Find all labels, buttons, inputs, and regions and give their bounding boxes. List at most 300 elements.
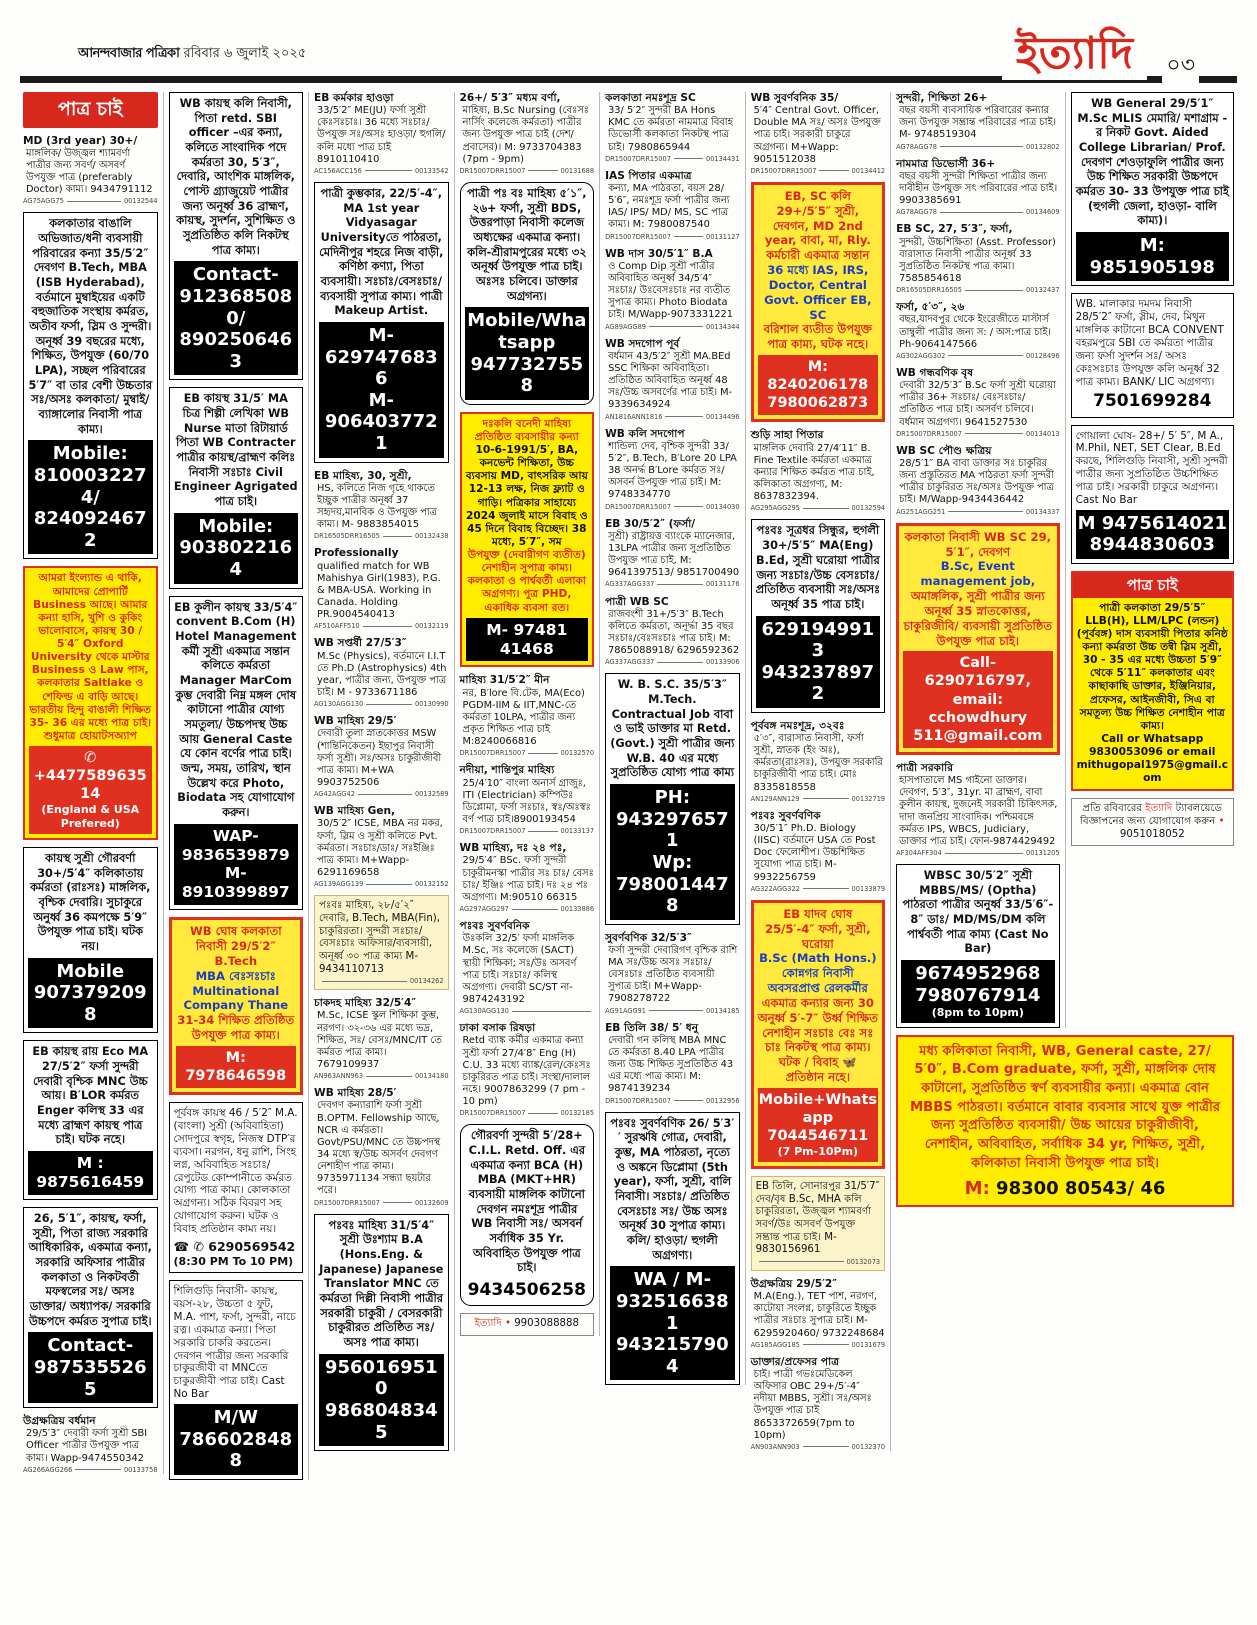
ad-code-left: DR16505DRR16505	[314, 532, 380, 541]
ad-body: দেবারী গন কলিস্থ MBA MNC তে কর্মরতা 8.40 LPA পাত্রীর জন্য উচ্চ শিক্ষিত সুপ্রতিষ্ঠিত 43 এর মধ্যে পাত্র কাম্য। M: 9874139234	[608, 1034, 734, 1095]
ad-code-right: 00133758	[123, 1465, 158, 1474]
ad-body: পাত্রী কুম্ভকার, 22/5′-4″, MA 1st year Vidyasagar Universityতে পাঠরতা, মেদিনীপুর শহরে নিজ বাড়ী, কণিষ্ঠা কণ্যা, পিতা ব্যবসায়ী। সঃচাঃ/বেসঃচাঃ/ ব্যবসায়ী সুপাত্র কাম্য। পাত্রী Makeup Artist.	[319, 187, 444, 318]
ad-eb-tili-38	[605, 1022, 740, 1105]
ad-body: qualified match for WB Mahishya Girl(1983), P.G. & MBA-USA. Working in Canada. Holding PR.9004540413	[317, 560, 441, 621]
ad-body: EB তিলি, সোনারপুর 31/5′7″ দেব/বৃষ B.Sc, MHA কলি চাকুরিরতা, উজ্জ্বল শ্যামবর্ণা সবর্ণ/উঃ অসবর্ণ উপযুক্ত সম্ভ্রান্ত পাত্র চাই। M-9830156961	[755, 1180, 880, 1256]
phone-line: M- 97481 41468	[486, 620, 568, 658]
ad-title: EB তিলি 38/ 5′ ধনু	[605, 1021, 699, 1034]
patro-chai-subheader: পাত্র চাই	[1073, 573, 1232, 598]
phone-line: M:	[1139, 235, 1165, 257]
ad-body: 30/5′1″ Ph.D. Biology (IISC) বর্তমানে USA তে Post Doc ফেলোশীপ। উচ্চশিক্ষিত সুযোগ্য পাত্র চাই। M- 9932256759	[753, 823, 876, 883]
ad-phone-block	[1076, 391, 1229, 412]
ad-code-left: DR15007DRR15007	[605, 1096, 671, 1105]
ad-reference-code	[605, 1007, 740, 1015]
ad-body: WB কায়স্থ কলি নিবাসী, পিতা retd. SBI officer –এর কন্যা, কলিতে সাংবাদিক পদে কর্মরতা 30, 5′3″, দেবারি, আংশিক মাঙ্গলিক, পোস্ট গ্র্যাজুয়েট পাত্রীর জন্য অনূর্ধ্ব 36 ব্রাহ্মণ, কায়স্থ, সুদর্শন, সুশিক্ষিত ও সুপ্রতিষ্ঠিত কলি নিকটস্থ পাত্র কাম্য।	[176, 97, 296, 257]
ad-text-segment: ইত্যাদি	[474, 1318, 505, 1330]
ad-code-right: 00132609	[414, 1198, 449, 1207]
ad-title: WB SC পৌণ্ড ক্ষত্রিয়	[896, 444, 992, 457]
ad-title: পাত্রী WB SC	[605, 595, 669, 608]
ad-reference-code	[896, 143, 1059, 151]
ad-dokoli-bonedi-mahishya	[460, 412, 595, 668]
ad-title: সুবর্ণবণিক 32/5′3″	[605, 931, 692, 944]
code-divider	[657, 662, 703, 663]
ad-wb-saptarshi-phd	[314, 637, 449, 708]
ad-body	[758, 907, 879, 1085]
phone-line: Mobile	[56, 960, 125, 982]
ad-body	[466, 418, 589, 615]
ad-reference-code	[460, 167, 595, 175]
phone-line: (8:30 PM To 10 PM)	[173, 1254, 294, 1268]
ad-goyala-ghosh-siliguri	[1071, 425, 1234, 565]
ad-reference-code	[314, 880, 449, 888]
ad-code-left: DR15007DRR15007	[896, 429, 962, 438]
ad-reference-code	[460, 749, 595, 757]
phone-line: 9038022164	[179, 537, 293, 580]
ad-body: সুন্দরী, উচ্চশিক্ষিতা (Asst. Professor) বারাসাত নিবাসী পাত্রীর অনূর্ধ্ব 33 সুপ্রতিষ্ঠিত নিকটস্থ পাত্র কাম্য। 7585854618	[899, 236, 1056, 284]
ad-title: WB মাহিষ্য, দঃ ২৪ পঃ,	[459, 842, 567, 855]
ad-text-segment: কলকাতা নিবাসী WB SC 29, 5′1″, দেবগণ	[904, 529, 1052, 559]
ad-wbsc-mtech-contractual	[605, 673, 740, 924]
ad-text-segment: উপযুক্ত (দেবারীগণ ব্যতীত) নেশাহীন সুপাত্র কাম্য। কলকাতা ও পার্শ্ববর্তী এলাকা অগ্রগণ্য। পুত্র PHD, একাধিক ব্যবসা রত।	[467, 549, 586, 614]
phone-line: (8pm to 10pm)	[931, 1006, 1024, 1020]
code-divider	[819, 170, 848, 171]
section-header-patro-chai: পাত্র চাই	[23, 92, 158, 128]
ad-madhya-kolikata-banner	[896, 1035, 1234, 1207]
ad-eb-mahishya-30	[314, 470, 449, 541]
ad-text-segment: প্রতি রবিবারের	[1082, 803, 1146, 815]
phone-line: M/W 7866028488	[179, 1407, 293, 1472]
ad-reference-code	[314, 790, 449, 798]
ad-title: WB মাহিষ্য 29/5′	[314, 715, 397, 728]
code-divider	[366, 884, 412, 885]
ad-reference-code	[605, 1097, 740, 1105]
phone-line: 9868048345	[324, 1400, 438, 1443]
ad-phone-block	[1076, 232, 1229, 281]
code-divider	[803, 798, 849, 799]
ad-text-segment: অমাঙ্গলিক, সুশ্রী পাত্রীর জন্য অনূর্ধ্ব 35 স্নাতকোত্তর, চাকুরিজীবি/ ব্যবসায়ী সুপ্রতিষ্ঠিত উপযুক্ত পাত্র চাই।	[903, 589, 1053, 648]
column-5	[600, 92, 746, 1385]
ad-wb-das-30	[605, 248, 740, 331]
ad-patri-sarkari-gyno	[896, 762, 1059, 857]
code-divider	[674, 158, 703, 159]
ad-title: WB দাস 30/5′1″ B.A	[605, 247, 713, 260]
phone-line: cchowdhury	[928, 709, 1028, 726]
code-divider	[512, 909, 558, 910]
ad-title: শুড়ি সাহা পিতার	[750, 429, 824, 442]
ad-body: উঃকলি 32/5′ ফর্সা মাঙ্গলিক M.Sc, সঃ কলেজে (SACT) স্থায়ী শিক্ষিকা; সঃ/উঃ অসবর্ণ পাত্র চাই। সঃচাঃ/ কলিস্থ অগ্রগণ্য। দেবারী SC/ST না- 9874243192	[462, 933, 577, 1005]
ad-code-right: 00133906	[706, 658, 740, 667]
code-divider	[965, 433, 1023, 434]
ad-phone-block	[28, 1332, 153, 1403]
ad-reference-code	[460, 1109, 595, 1117]
ad-text-segment: •	[504, 1318, 515, 1330]
ad-text-segment: আমরা ইংল্যান্ড এ থাকি, আমাদের প্রোপার্টি Business আছে। আমার কন্যা হাসি, খুশি ও কুকিং ভালোবাসে, কায়স্থ 30 / 5′4″ Oxford University থেকে মাস্টার Business ও Law পাস, কলকাতার Saltlake ও শেফিল্ড এ বাড়ি আছে। ভারতীয় হিন্দু বাঙালী শিক্ষিত 35- 36 এর মধ্যে পাত্র চাই। শুধুমাত্র হোয়াটসঅ্যাপ	[29, 572, 152, 742]
code-divider	[674, 236, 703, 237]
ad-dhaka-basak-rishra	[460, 1022, 595, 1117]
ad-code-right: 00133137	[560, 827, 595, 836]
ad-code-left: DR15007DRR15007	[459, 749, 526, 758]
ad-body	[465, 1318, 590, 1331]
ad-code-left: AN1816ANN1816	[605, 412, 663, 421]
ad-reference-code	[460, 905, 595, 913]
ad-title: চাকদহ মাহিষ্য 32/5′4″	[314, 997, 417, 1010]
ad-code-right: 00134344	[706, 322, 740, 331]
ad-body: মাহিষ্য, B.Sc Nursing (বেঃসঃ নার্সিং কলেজে কর্মরতা) পাত্রীর জন্য উপযুক্ত পাত্র চাই (দেশ/ প্রবাসের)। M: 9733704383 (7pm - 9pm)	[462, 105, 589, 165]
ad-text-segment: Call or Whatsapp 9830053096 or email mithugopal1975@gmail.com	[1076, 732, 1229, 785]
ad-title: IAS পিতার একমাত্র	[605, 169, 692, 182]
ad-phone-block	[1076, 510, 1229, 559]
phone-line: M 9475614021	[1077, 512, 1228, 534]
section-logo: ইত্যাদি	[1002, 28, 1147, 80]
ad-title: MD (3rd year) 30+/	[23, 134, 138, 147]
ad-body: পঃবঃ সূত্রধর সিন্ধুর, হুগলী 30+/5′5″ MA(Eng) B.Ed, সুশ্রী ঘরোয়া পাত্রীর জন্য সঃচাঃ/উচ্চ বেসঃচাঃ/ প্রতিষ্ঠিত ব্যবসায়ী সঃ/অসঃ অনূর্ধ্ব 35 পাত্র চাই।	[755, 524, 881, 611]
ad-code-right: 00132437	[1026, 286, 1060, 295]
ad-purbobongo-kayastha-dtp	[169, 1102, 304, 1273]
ad-body: M.Sc, ICSE স্কুল শিক্ষিকা কুম্ভ, নরগণ। ৩২-৩৬ এর মধ্যে ভদ্র, শিক্ষিত, সঃ/ বেসঃ/MNC/IT তে কর্মরত পাত্র কাম্য। 7679109937	[317, 1010, 442, 1071]
phone-line: (England & USA Prefered)	[41, 803, 140, 831]
ad-reference-code	[751, 1443, 886, 1451]
ad-body: সুশ্রী) রাষ্ট্রায়ত্ত ব্যাংকে ম্যানেজার, 13LPA পাত্রীর জন্য সুপ্রতিষ্ঠিত উপযুক্ত পাত্র চাই, M: 9641397513/ 9851700490	[608, 530, 740, 579]
ad-body: নর, B′lore বি.টেক, MA(Eco) PGDM-IIM & IIT,MNC-তে কর্মরতা 10LPA, পাত্রীর জন্য প্রকৃত শিক্ষিত পাত্র চাই M:8240066816	[462, 687, 585, 748]
ad-title: WB কলি সদগোপ	[605, 427, 685, 440]
code-divider	[322, 981, 407, 982]
code-divider	[940, 212, 1023, 213]
ad-body: ও Comp Dip সুশ্রী পাত্রীর অবিবাহিত অনূর্ধ্ব 34/5′4″ সঃচাঃ/ উঃবেসঃচাঃ নর ব্যতীত সুপাত্র কাম্য। Photo Biodata চাই। M/Wapp-9073331221	[608, 260, 734, 321]
ad-phone-block	[28, 958, 153, 1029]
phone-line: 6290716797,	[924, 673, 1032, 690]
ad-code-right: 00134262	[409, 977, 444, 986]
ad-code-left: AG89AGG89	[605, 322, 646, 331]
ad-code-left: AG337AGG337	[605, 658, 655, 667]
ad-phone-block	[176, 1046, 297, 1088]
code-divider	[803, 888, 849, 889]
phone-line: 8902506463	[179, 329, 293, 372]
ad-title: WB মাহিষ্য Gen,	[314, 805, 396, 818]
ad-wbsc-mbbs-optha	[896, 864, 1059, 1027]
masthead	[0, 0, 1257, 84]
ad-body: পঃবঃ সুবর্ণবণিক 26/ 5′3′′ সুরঋষি গোত্র, দেবারী, কুম্ভ, MA পাঠরতা, নৃত্যে ও অঙ্কনে ডিপ্লোমা (5th year), ফর্সা, সুশ্রী, বালি নিবাসী। সঃচাঃ/ প্রতিষ্ঠিত বেসঃচাঃ সঃ/ উচ্চ অসঃ অনূর্ধ্ব 30 সুপাত্র কাম্য। কলি/ হাওড়া/ হুগলী অগ্রগণ্য।	[610, 1116, 735, 1262]
code-divider	[803, 1344, 849, 1345]
ad-eb-tili-sonarpur	[751, 1176, 886, 1271]
ad-title: ঢাকা বসাক রিষড়া	[459, 1022, 536, 1035]
ad-reference-code	[605, 658, 740, 666]
ad-title: কলকাতা নমঃশূদ্র SC	[605, 92, 696, 104]
ad-text-segment: •	[1218, 816, 1225, 828]
ad-title: ডাক্তার/প্রফেসর পাত্র	[750, 1355, 839, 1368]
ad-pb-mahishya-btech	[314, 895, 449, 990]
phone-line: M:	[225, 1049, 246, 1066]
ad-reference-code	[314, 700, 449, 708]
ad-kayastha-gourborna	[23, 847, 158, 1033]
ad-pb-subarnabanik-phd-usa	[751, 810, 886, 893]
ad-code-left: AG185AGG185	[750, 1340, 800, 1349]
right-columns	[891, 92, 1239, 1028]
ad-title: WB সপ্তর্ষী 27/5′3″	[314, 637, 407, 650]
ad-code-right: 00131688	[560, 166, 595, 175]
phone-line: M : 9875616459	[36, 1154, 145, 1192]
ad-body: দেবারী তুলা স্নাতকোত্তর MSW (শান্তিনিকেতন) ইছাপুর নিবাসী ফর্সা সুশ্রী। সঃ/অসঃ চাকুরীজীবী পাত্র কাম্য। M+WA 9903752506	[317, 728, 442, 789]
ad-code-right: 00132119	[414, 622, 449, 631]
phone-line: Contact-	[192, 264, 279, 286]
column-8	[1066, 92, 1239, 846]
ad-phone-block	[29, 746, 152, 834]
ad-title: WB মাহিষ্য 28/5′	[314, 1087, 397, 1100]
phone-line: 7044546711	[767, 1128, 869, 1145]
ad-wb-koli-sadgope	[605, 428, 740, 511]
issue-date: রবিবার ৬ জুলাই ২০২৫	[183, 46, 307, 61]
ad-code-left: AN963ANN963	[314, 1072, 364, 1081]
ad-reference-code	[314, 1199, 449, 1207]
ad-reference-code	[460, 1007, 595, 1015]
ad-code-left: AG91AGG91	[605, 1006, 646, 1015]
ad-body: পূর্ববঙ্গ কায়স্থ 46 / 5′2″ M.A.(বাংলা) সুশ্রী (অবিবাহিতা) সোদপুরে স্বগৃহ, নিজস্ব DTP′র ব্যবসা। নরগন, ধনু রাশি, সিংহ লগ্ন, অবিবাহিত সঃচাঃ/ রেপুটেড কোম্পানীতে কর্মরত যোগ্য পাত্র কাম্য। কোলকাতা অগ্রগন্য। সঠিক বিবরণ সহ যোগাযোগ করুন। ঘটক ও বিবাহ প্রতিষ্ঠান কাম্য নয়।	[173, 1107, 298, 1236]
ad-code-right: 00130990	[414, 700, 449, 709]
ad-code-right: 00132594	[851, 504, 886, 513]
ad-body: দেবগণ কন্যারাশি ফর্সা সুশ্রী B.OPTM. Fellowship আছে, NCR এ কর্মরতা। Govt/PSU/MNC তে উচ্চপদস্থ 34 মধ্যে স্ব/উচ্চ অসর্বণ দেবগণ নেশাহীণ পাত্র কাম্য। 9735971134 সন্ধ্যা ছয়টার পরে।	[317, 1100, 441, 1197]
phone-line: 8240924672	[33, 508, 147, 551]
ad-reference-code	[605, 155, 740, 163]
ad-code-left: AG78AGG78	[896, 208, 937, 217]
ad-reference-code	[896, 286, 1059, 294]
code-divider	[674, 1100, 703, 1101]
ad-reference-code	[314, 622, 449, 630]
ad-text-segment: EB, SC কলি 29+/5′5″ সুশ্রী, দেবগন, MD 2nd year, বাবা, মা, Rly. কর্মচারী একমাত্র সন্তান	[764, 189, 871, 263]
code-divider	[383, 536, 412, 537]
ad-code-left: AG295AGG295	[750, 504, 800, 513]
column-1	[18, 92, 164, 1474]
ad-code-left: DR15007DRR15007	[750, 166, 817, 175]
ad-wb-sadgope-purbo	[605, 338, 740, 421]
phone-line: (7 Pm-10Pm)	[777, 1145, 859, 1159]
classifieds-grid	[0, 84, 1257, 1480]
code-divider	[649, 326, 703, 327]
ad-body: EB কুলীন কায়স্থ 33/5′4″ convent B.Com (H) Hotel Management কর্মী সুশ্রী একমাত্র সন্তান কলিতে কর্মরতা Manager MarCom কুম্ভ দেবারী নিম্ন মঙ্গল দোষ কাটানো পাত্রীর যোগ্য সমতুল্য/ উচ্চপদস্থ উচ্চ আয় General Caste যে কোন বর্ণের পাত্র চাই। জন্ম, সময়, তারিখ, স্থান উল্লেখ করে Photo, Biodata সহ যোগাযোগ করুন।	[174, 600, 298, 819]
ad-title: মাহিষ্য 31/5′2″ মীন	[459, 674, 550, 687]
page-number: ০৩	[1162, 48, 1199, 85]
ad-phone-block	[28, 440, 153, 554]
code-divider	[366, 704, 412, 705]
ad-code-left: AG75AGG75	[23, 197, 64, 206]
ad-body: 33/ 5′2″ সুন্দরী BA Hons KMC তে কর্মরতা নামমাত্র বিবাহ ডিভোর্সী কলকাতা নিকটস্থ পাত্র চাই। 7980865944	[608, 105, 733, 153]
ad-ugrakshatriya-29	[751, 1278, 886, 1349]
ad-reference-code	[605, 413, 740, 421]
ad-phone-block	[758, 1088, 879, 1162]
ad-nadia-santipur	[460, 764, 595, 835]
column-7	[891, 92, 1065, 1028]
ad-body: ফর্সা সুন্দরী দেবারিগণ বৃশ্চিক রাশি MA সঃ/উচ্চ অসঃ সঃচাঃ/বেসঃচাঃ প্রতিষ্ঠিত ব্যবসায়ী সুপাত্র চাই। M+Wapp- 7908278722	[608, 944, 738, 1005]
ad-title: EB কর্মকার হাওড়া	[314, 92, 394, 104]
ad-md-doctor	[23, 135, 158, 206]
code-divider	[665, 416, 703, 417]
ad-body: শিলিগুড়ি নিবাসী- কায়স্থ, বয়স-২৮, উচ্চতা ৫ ফুট, M.A. পাশ, ফর্সা, সুন্দরী, নাচে রত্ন। একমাত্র কন্যা। পিতা সরকারি চাকরি করতেন। দেবগন পাত্রীর জন্য সরকারি চাকুরজীবী বা MNCতে চাকুরজীবী পাত্র চাই। Cast No Bar	[173, 1285, 296, 1401]
ad-reference-code	[896, 352, 1059, 360]
phone-line: ☎ ✆ 6290569542	[173, 1239, 296, 1254]
code-divider	[674, 506, 703, 507]
column-6	[746, 92, 892, 1451]
ad-wb-mahishya-28	[314, 1087, 449, 1206]
ad-title: ফর্সা, ৫′৩″, ২৬	[896, 301, 965, 314]
ad-code-left: DR15007DRR15007	[459, 166, 526, 175]
ad-text-segment: EB যাদব ঘোষ 25/5′-4″ ফর্সা, সুশ্রী, ঘরোয়া	[765, 906, 871, 951]
masthead-left	[78, 44, 306, 65]
ad-code-right: 00132570	[560, 749, 595, 758]
ad-code-right: 00131679	[851, 1340, 886, 1349]
ad-text-segment: একমাত্র কন্যার জন্য 30 অনুর্ধ্ব 5′-7″ উর্ধ্ব শিক্ষিত নেশাহীন সঃচাঃ বেঃ সঃ চাঃ নিকটস্থ পাত্র কাম্য। ঘটক / বিবাহ 🦋 প্রতিষ্ঠান নহে।	[757, 995, 878, 1084]
ad-text-segment: ইত্যাদি	[1145, 803, 1173, 815]
ad-body: WB General 29/5′1″ M.Sc MLIS মেমারি/ মশাগ্রাম - র নিকট Govt. Aided College Librarian/ Prof. দেবগণ শেওড়াফুলি পাত্রীর জন্য উচ্চ শিক্ষিত সরকারী উচ্চপদে কর্মরত 30- 33 উপযুক্ত পাত্র চাই (হুগলী জেলা, হাওড়া- বালি কাম্য)।	[1075, 97, 1229, 228]
ad-body: Retd ব্যাঙ্ক কর্মীর একমাত্র কন্যা সুশ্রী ফর্সা 27/4′8″ Eng (H) C.U. 33 মধ্যে ব্যাঙ্ক/রেল/কেঃসঃ চাকুরিরত পাত্র চাই। সংস্থা/দালাল নহে। 9007863299 (7 pm - 10 pm)	[462, 1035, 591, 1108]
ad-text-segment: বরিশাল ব্যতীত উপযুক্ত পাত্র কাম্য, ঘটক নহে।	[763, 322, 873, 352]
phone-line: 9560169510	[324, 1356, 438, 1400]
ad-reference-code	[23, 1466, 158, 1474]
ad-phone-block	[28, 1151, 153, 1195]
ad-text-segment: 10-6-1991/5′, BA, কনভেন্ট শিক্ষিতা, উচ্চ ব্যবসায় MD, বাৎসরিক আয় 12-13 লক্ষ, নিজ ফ্ল্যাট ও গাড়ি। পত্রিকার সাহায্যে 2024 জুলাই মাসে বিবাহ ও 45 দিনে বিবাহ বিচ্ছেদ। 38 মধ্যে, 5′7″, সম	[465, 444, 588, 548]
phone-line: WA / M-	[633, 1269, 712, 1291]
ad-reference-code	[23, 197, 158, 205]
ad-code-left: AF510AFF510	[314, 622, 360, 631]
ad-title: সুন্দরী, শিক্ষিতা 26+	[896, 92, 988, 104]
ad-phone-block	[758, 355, 879, 415]
ad-code-left: AG302AGG302	[896, 351, 946, 360]
ad-body: 29/5′3″ দেবারী ফর্সা সুশ্রী SBI Officer পাত্রীর উপযুক্ত পাত্র কাম্য। Wapp-9474550342	[26, 1428, 148, 1464]
phone-line: 9325166381	[615, 1291, 729, 1334]
ad-eb-sc-md-2nd-year	[751, 182, 886, 422]
code-divider	[948, 511, 1023, 512]
ad-title: নামমাত্র ডিভোর্সী 36+	[896, 157, 996, 170]
banner-body: মধ্য কলিকাতা নিবাসী, WB, General caste, 27/ 5′0″, B.Com graduate, ফর্সা, সুশ্রী, মাঙ্গলিক দোষ কাটানো, সুপ্রতিষ্ঠিত স্বর্ণ ব্যবসায়ীর কন্যা। একমাত্র বোন MBBS পাঠরতা। বর্তমানে বাবার ব্যবসার সাথে যুক্ত পাত্রীর জন্য সুপ্রতিষ্ঠিত ব্যবসায়ী/ উচ্চ আয়ের চাকুরীজীবী, নেশাহীন, অবিবাহিত, সর্বাধিক 34 yr, শিক্ষিত, সুশ্রী, কলিকাতা নিবাসী উপযুক্ত পাত্র চাই।	[910, 1043, 1221, 1171]
phone-line: 9674952968	[915, 963, 1041, 985]
ad-eb-kayastha-artist	[169, 387, 304, 588]
ad-body: 26, 5′1″, কায়স্থ, ফর্সা, সুশ্রী, পিতা রাজ্য সরকারি আধিকারিক, একমাত্র কন্যা, সরকারি অফিসার পাত্রীর কলকাতা ও নিকটবর্তী মফস্বলের সঃ/ অসঃ ডাক্তার/ অধ্যাপক/ সরকারি উচ্চপদে কর্মরত সুপাত্র চাই।	[28, 1211, 152, 1328]
phone-line: email:	[952, 691, 1004, 708]
ad-title: WB সদগোপ পূর্ব	[605, 337, 680, 350]
ad-wb-mahishya-29	[314, 715, 449, 798]
ad-reference-code	[751, 1341, 886, 1349]
ad-text-segment: 9903088888	[514, 1318, 580, 1330]
banner-phone	[906, 1178, 1224, 1199]
ad-phone-block	[465, 1279, 590, 1301]
ad-patri-wb-sc-rajbanshi	[605, 596, 740, 667]
ad-text-segment: MBA বেঃসঃচাঃ Multinational Company Thane	[183, 968, 289, 1013]
code-divider	[803, 508, 849, 509]
ad-reference-code	[605, 503, 740, 511]
ad-body: পঃবঃ মাহিষ্য, ২৮/৫′২″ দেবারি, B.Tech, MBA(Fin), চাকুরিরতা। সুন্দরী সঃচাঃ/বেসঃচাঃ অফিসার/ব্যবসায়ী, অনূর্ধ্ব ৩০ পাত্র কাম্য M-9434110713	[319, 900, 440, 975]
ad-code-left: AC156ACC156	[314, 166, 362, 175]
ad-body: EB কায়স্থ 31/5′ MA চিত্র শিল্পী লেখিকা WB Nurse মাতা রিটায়ার্ড পিতা WB Contracter পাত্রীর কায়স্থ/ব্রাহ্মণ কলিঃ নিবাসী সঃচাঃ Civil Engineer Agrigated পাত্র চাই।	[173, 392, 298, 509]
ad-code-left: AG297AGG297	[459, 904, 509, 913]
ad-patri-kumbhakar-makeup	[314, 182, 449, 463]
ad-code-left: DR15007DRR15007	[605, 154, 671, 163]
phone-line: M-6297476836	[324, 325, 438, 390]
ad-title: EB 30/5′2″ (ফর্সা/	[605, 517, 696, 530]
ad-code-left: AG130AGG130	[314, 700, 364, 709]
phone-line: Wp: 7980014478	[615, 851, 729, 917]
phone-line: M- 8910399897	[181, 864, 290, 902]
ad-title: উগ্রক্ষত্রিয় বর্ধমান	[23, 1415, 96, 1428]
ad-code-right: 00134013	[1026, 429, 1060, 438]
phone-line: M-9064037721	[324, 389, 438, 455]
code-divider	[528, 753, 557, 754]
ad-body: W. B. S.C. 35/5′3″ M.Tech. Contractual Job বাবা ও ভাই ডাক্তার মা Retd. (Govt.) সুশ্রী পাত্রীর জন্য W.B. 40 এর মধ্যে সুপ্রতিষ্ঠিত যোগ্য পাত্র কাম্য	[610, 678, 735, 780]
ad-code-right: 00134496	[706, 412, 740, 421]
ad-phone-block	[174, 513, 299, 584]
ad-reference-code	[896, 508, 1059, 516]
ad-code-right: 00133886	[560, 904, 595, 913]
ad-england-usa	[23, 566, 158, 840]
ad-body: কন্যা, MA পাঠরতা, বয়স 28/ 5′6″, নমঃশূদ্র ফর্সা পাত্রীর জন্য IAS/ IPS/ MD/ MS, SC পাত্র কাম্য। M: 7980087540	[608, 182, 730, 231]
ad-reference-code	[314, 167, 449, 175]
phone-line: PH: 9432976571	[615, 787, 729, 852]
ad-title: পাত্রী সরকারি	[896, 761, 954, 774]
ad-body: 28/5′1″ BA বাবা ডাক্তার সঃ চাকুরির জন্য প্রস্তুতিরত MA পাঠরতা ফর্সা সুন্দরী পাত্রীর চাকুরিরত সঃ/অসঃ উপযুক্ত পাত্র চাই। M/Wapp-9434436442	[899, 458, 1054, 506]
phone-line: 9434506258	[467, 1280, 586, 1301]
ad-body: HS, কলিতে নিজ গৃহে থাকতে ইচ্ছুক পাত্রীর অনূর্ধ্ব 37 সহৃদয়,মানবিক ও উপযুক্ত পাত্র কাম্য। M- 9883854015	[317, 482, 437, 531]
phone-line: 9875355265	[33, 1356, 147, 1400]
ad-pb-sutradhar-hooghly	[751, 519, 886, 712]
ad-title: 26+/ 5′3″ মধ্যম বর্ণা,	[459, 92, 561, 104]
ad-body: রাজবংশী 31+/5′3″ B.Tech কলিতে কর্মরতা, অনূর্দ্ধা 35 বছর সঃচাঃ/বেঃসঃচাঃ পাত্র চাই। M: 7865088918/ 6296592362	[608, 608, 740, 657]
ad-body: বছর,যাদবপুর থেকে ইংরেজীতে মাস্টার্স তাম্বুলী পাত্রীর জন্য স: / অস:পাত্র চাই। Ph-9064147566	[899, 314, 1051, 350]
phone-line: Contact-	[47, 1335, 134, 1357]
ad-sundari-sikkhita-26	[896, 92, 1059, 151]
ad-code-right: 00134412	[851, 166, 886, 175]
code-divider	[358, 794, 412, 795]
phone-line: M: 8240206178	[767, 359, 869, 394]
ad-wb-ghosh-thane	[169, 917, 304, 1095]
code-divider	[649, 1010, 703, 1011]
banner-phone-number: 98300 80543/ 46	[996, 1177, 1166, 1199]
ad-code-right: 00132152	[414, 880, 449, 889]
ad-body: চাই। পাত্রী গভঃমেডিকেল অফিসার OBC 29+/5′-4″ নদীয়া MBBS, সুশ্রী। সঃ/অসঃ উপযুক্ত পাত্র চাই 8653372659(7pm to 10pm)	[753, 1368, 872, 1441]
newspaper-name: আনন্দবাজার পত্রিকা	[78, 46, 180, 61]
ad-code-left: AG322AGG322	[750, 884, 800, 893]
ad-reference-code	[605, 323, 740, 331]
ad-wb-subarnabanik-35	[751, 92, 886, 175]
ad-code-right: 00133542	[414, 166, 449, 175]
ad-body	[1077, 602, 1228, 786]
code-divider	[657, 584, 703, 585]
ad-code-left: AN129ANN129	[750, 794, 800, 803]
ad-wb-mahishya-gen	[314, 805, 449, 888]
ad-body: শান্ডিল্য দেব, বৃশ্চিক সুন্দরী 33/ 5′2″, B.Tech, B′Lore 20 LPA 38 অনর্দ্ধ B′Lore কর্মরত সঃ/ অসবর্ন উপযুক্ত পাত্র চাই। M: 9748334770	[608, 440, 737, 501]
ad-body: ৫′৩″, বারাসাত নিবাসী, ফর্সা সুশ্রী, স্নাতক (ইং অঃ), কর্মরতা(রাঃসঃ), উপযুক্ত সরকারি চাকুরিজীবী পাত্র চাই। মোঃ 8335818558	[753, 733, 883, 793]
ad-code-left: DR15007DRR15007	[605, 502, 671, 511]
ad-code-right: 00134185	[706, 1006, 740, 1015]
phone-line: Mobile:	[52, 443, 128, 465]
ad-body: মাঙ্গলিক/ উজ্জ্বল শ্যামবর্ণা পাত্রীর জন্য সবর্ণ/ অসবর্ণ উপযুক্ত পাত্র (preferably Doctor) কাম্য। 9434791112	[26, 147, 153, 196]
ad-code-left: AN903ANN903	[750, 1442, 800, 1451]
ad-phone-block	[319, 1354, 444, 1446]
phone-line: 9851905198	[1089, 256, 1215, 278]
ad-wb-gandhabanik-brisha	[896, 367, 1059, 438]
ad-body: পাত্রী পঃ বঃ মাহিষ্য ৫′১″, ২৬+ ফর্সা, সুশ্রী BDS, উত্তরপাড়া নিবাসী কলেজ অধ্যক্ষের একমাত্র কন্যা। কলি-শ্রীরামপুরের মধ্যে ৩২ অনূর্ধ্ব উপযুক্ত পাত্র চাই। অঃসঃ চলিবে। ডাক্তার অগ্রগন্য।	[467, 187, 587, 303]
ad-code-right: 00134180	[414, 1072, 449, 1081]
ad-code-right: 00134030	[706, 502, 740, 511]
ad-reference-code	[751, 795, 886, 803]
phone-line: 6291949913	[761, 618, 875, 662]
ad-reference-code	[751, 504, 886, 512]
ad-code-left: AG139AGG139	[314, 880, 364, 889]
code-divider	[383, 1202, 412, 1203]
ad-patri-llb-london	[1071, 571, 1234, 791]
code-divider	[512, 1011, 591, 1012]
ad-body: পঃবঃ মাহিষ্য 31/5′4″ সুশ্রী উঃশ্যাম B.A (Hons.Eng. & Japanese) Japanese Translator MNC তে কর্মরতা দিল্লী নিবাসী পাত্রীর সরকারী চাকুরী / বেসরকারী চাকুরীরত প্রতিষ্ঠিত সঃ/অসঃ পাত্র কাম্য।	[319, 1218, 444, 1350]
ad-phone-block	[174, 1404, 299, 1475]
ad-body: EB কায়স্থ রায় Eco MA 27/5′2″ ফর্সা সুন্দরী দেবারী বৃশ্চিক MNC উচ্চ আয়। B′LOR কর্মরত Enger কলিস্থ 33 এর মধ্যে ব্রাহ্মণ কায়স্থ পাত্র চাই। ঘটক নহে।	[32, 1045, 149, 1147]
ad-code-right: 00132719	[851, 794, 886, 803]
phone-line: Call-	[959, 655, 997, 672]
ad-code-right: 00134431	[706, 154, 740, 163]
